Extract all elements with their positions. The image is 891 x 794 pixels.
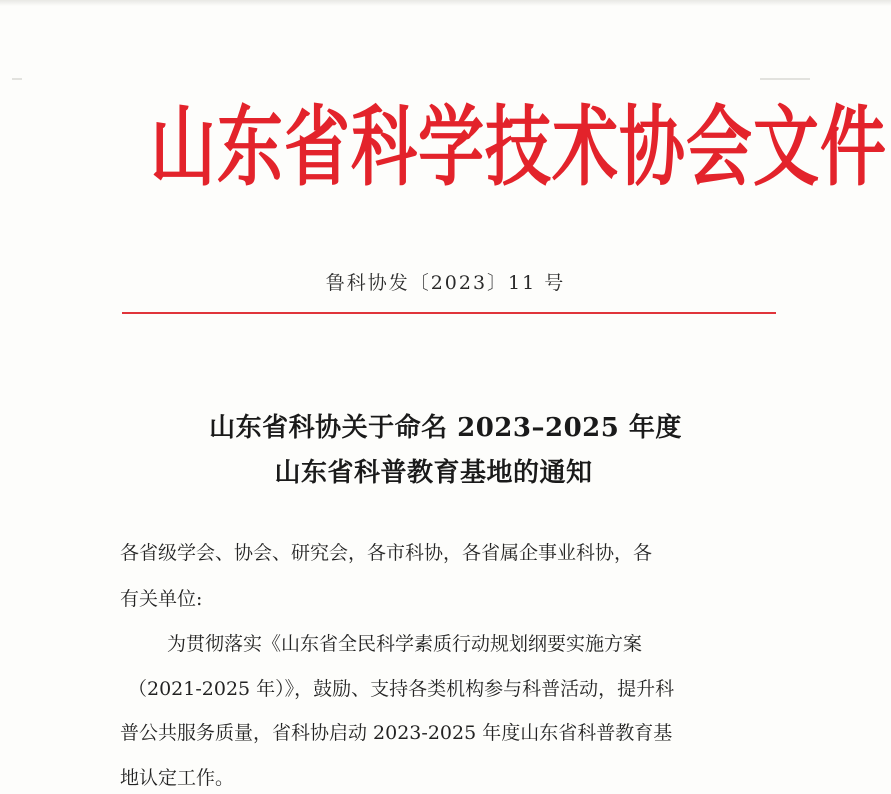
notice-title-line-1: 山东省科协关于命名 2023–2025 年度 — [209, 413, 682, 443]
notice-title-line-2: 山东省科普教育基地的通知 — [274, 458, 593, 488]
body-line-paragraph-3: 普公共服务质量，省科协启动 2023-2025 年度山东省科普教育基 — [120, 722, 673, 744]
red-separator-line — [122, 312, 776, 314]
document-number: 鲁科协发〔2023〕11 号 — [325, 272, 566, 294]
body-line-addressees-cont: 有关单位: — [120, 588, 203, 610]
body-line-addressees: 各省级学会、协会、研究会，各市科协，各省属企事业科协，各 — [120, 542, 653, 564]
scan-shadow — [0, 0, 891, 6]
masthead-title: 山东省科学技术协会文件 — [150, 96, 887, 199]
scan-dash-left — [12, 78, 22, 80]
body-line-paragraph-4: 地认定工作。 — [120, 767, 235, 789]
body-line-paragraph-1: 为贯彻落实《山东省全民科学素质行动规划纲要实施方案 — [167, 633, 643, 655]
body-line-paragraph-2: （2021-2025 年）》，鼓励、支持各类机构参与科普活动，提升科 — [128, 678, 675, 700]
